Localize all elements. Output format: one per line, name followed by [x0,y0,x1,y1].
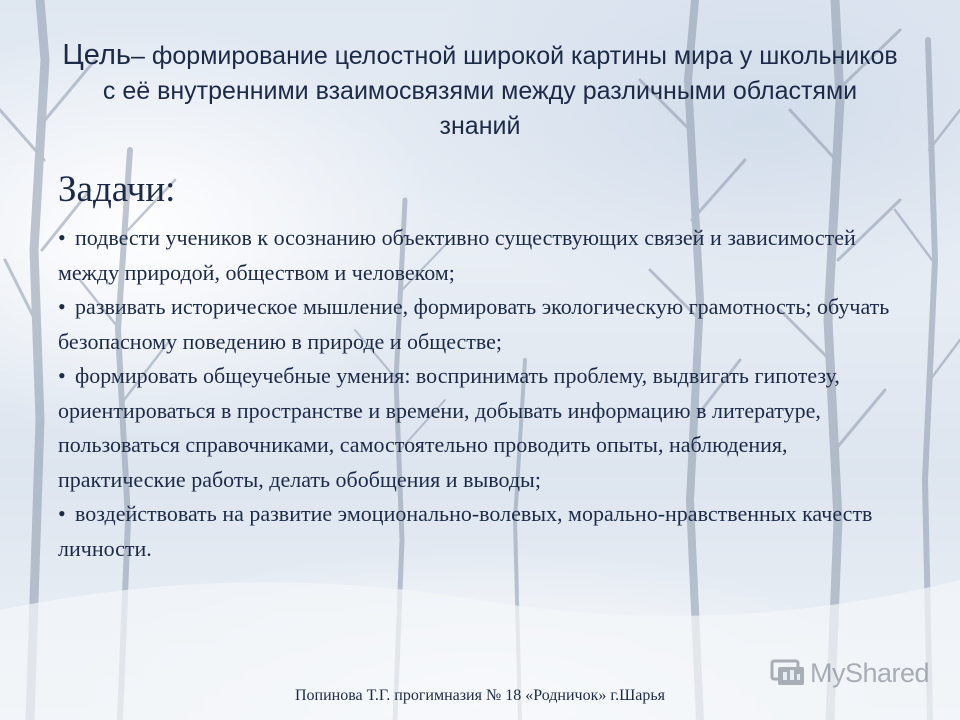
bullet-icon: • [58,501,66,526]
task-item [58,221,918,290]
watermark-text: MyShared [810,657,930,688]
task-item [58,497,918,566]
footer-credit: Попинова Т.Г. прогимназия № 18 «Родничок» г.Шарья [294,687,666,704]
task-item [58,359,918,497]
task-text: формировать общеучебные умения: воспринимать проблему, выдвигать гипотезу, ориентироваться в пространстве и времени, добывать информацию в литературе, пользоваться справочниками, самостоятельно проводить опыты, наблюдения, практические работы, делать обобщения и выводы; [58,363,840,492]
task-text: развивать историческое мышление, формировать экологическую грамотность; обучать безопасному поведению в природе и обществе; [58,294,890,354]
task-text: подвести учеников к осознанию объективно существующих связей и зависимостей между природой, обществом и человеком; [58,225,856,285]
tasks-list [58,221,918,566]
myshared-logo-icon [770,658,804,688]
bullet-icon: • [58,294,66,319]
myshared-watermark [770,656,929,690]
bullet-icon: • [58,225,66,250]
task-text: воздействовать на развитие эмоционально-волевых, морально-нравственных качеств личности. [58,501,873,561]
bullet-icon: • [58,363,66,388]
task-item [58,290,918,359]
goal-statement [60,38,900,144]
tasks-heading: Задачи: [58,169,176,210]
goal-label: Цель [62,39,131,71]
goal-text: – формирование целостной широкой картины мира у школьников с её внутренними взаимосвязями между различными областями знаний [102,42,898,140]
